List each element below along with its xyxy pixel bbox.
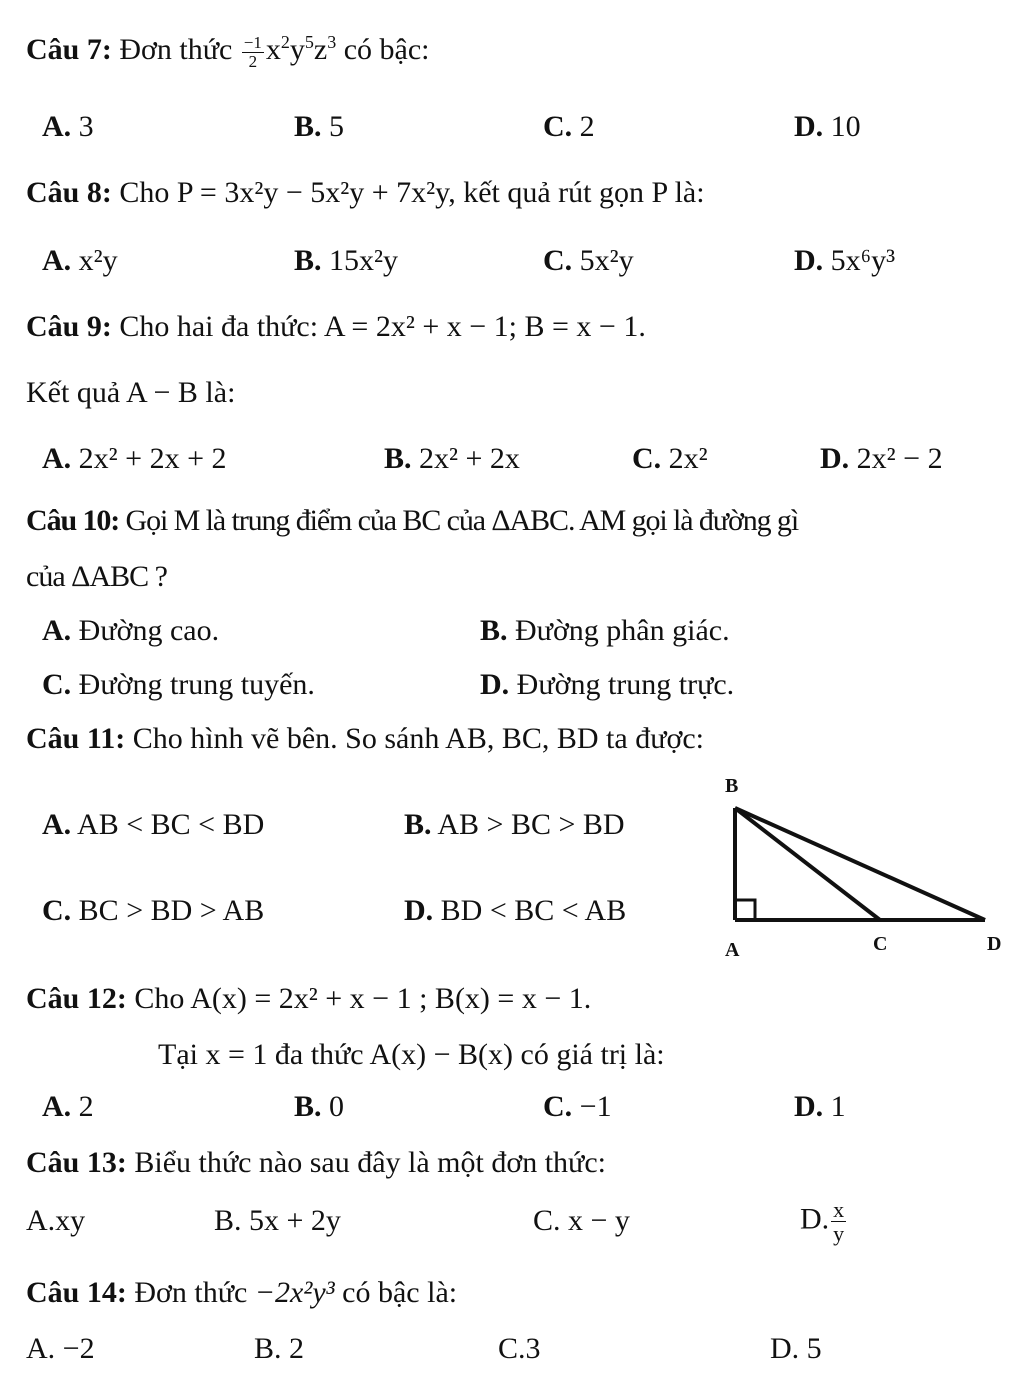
question-13-text: Biểu thức nào sau đây là một đơn thức: [134,1146,606,1179]
q11-option-d[interactable]: D. BD < BC < AB [404,894,627,927]
q11-option-c[interactable]: C. BC > BD > AB [42,894,265,927]
question-12-continuation: Tại x = 1 đa thức A(x) − B(x) có giá trị là: [158,1038,665,1071]
question-7-text-a: Đơn thức [119,33,233,67]
q12-option-a[interactable]: A. 2 [42,1090,94,1123]
q9-option-d[interactable]: D. 2x² − 2 [820,442,943,475]
q9-option-c[interactable]: C. 2x² [632,442,708,475]
question-10 [26,506,798,536]
question-11-text: Cho hình vẽ bên. So sánh AB, BC, BD ta được: [132,722,704,755]
question-11-label: Câu 11: [26,722,126,755]
question-9-text: Cho hai đa thức: A = 2x² + x − 1; B = x − 1. [119,310,646,343]
q10-option-a[interactable]: A. Đường cao. [42,614,220,647]
q11-option-a[interactable]: A. AB < BC < BD [42,808,265,841]
q8-option-b[interactable]: B. 15x²y [294,244,399,277]
right-angle-mark [735,900,755,920]
q10-option-b[interactable]: B. Đường phân giác. [480,614,730,647]
q9-option-a[interactable]: A. 2x² + 2x + 2 [42,442,227,475]
question-7-label: Câu 7: [26,33,112,67]
q13-option-c[interactable]: C. x − y [533,1204,630,1237]
q12-option-d[interactable]: D. 1 [794,1090,846,1123]
question-8-text: Cho P = 3x²y − 5x²y + 7x²y, kết quả rút gọn P là: [119,176,705,209]
q10-option-c[interactable]: C. Đường trung tuyến. [42,668,315,701]
question-8-label: Câu 8: [26,176,112,209]
q14-option-c[interactable]: C.3 [498,1332,541,1365]
question-9 [26,312,646,342]
question-12-text: Cho A(x) = 2x² + x − 1 ; B(x) = x − 1. [134,982,592,1015]
question-7 [26,34,430,71]
point-label-a: A [725,939,740,961]
q11-option-b[interactable]: B. AB > BC > BD [404,808,625,841]
question-14-text-b: có bậc là: [342,1276,458,1309]
q9-option-b[interactable]: B. 2x² + 2x [384,442,520,475]
q7-option-d[interactable]: D. 10 [794,110,861,143]
q12-option-b[interactable]: B. 0 [294,1090,345,1123]
q13-option-b[interactable]: B. 5x + 2y [214,1204,341,1237]
question-12-label: Câu 12: [26,982,127,1015]
q8-option-d[interactable]: D. 5x⁶y³ [794,244,896,277]
question-10-text: Gọi M là trung điểm của BC của ΔABC. AM gọi là đường gì [125,504,799,537]
q8-option-c[interactable]: C. 5x²y [543,244,634,277]
q14-option-a[interactable]: A. −2 [26,1332,95,1365]
fraction-numerator: −1 [243,33,262,52]
question-13-label: Câu 13: [26,1146,127,1179]
question-14-expression: −2x²y³ [254,1276,335,1309]
triangle-figure [715,770,1015,965]
q13-option-d[interactable]: D. $\frac{x}{y}$ [800,1197,845,1247]
question-9-continuation: Kết quả A − B là: [26,376,236,409]
point-label-b: B [725,775,739,797]
question-9-label: Câu 9: [26,310,112,343]
question-10-continuation: của ΔABC ? [26,560,167,593]
question-14-label: Câu 14: [26,1276,127,1309]
question-14-text-a: Đơn thức [134,1276,248,1309]
question-8 [26,178,705,208]
q12-option-c[interactable]: C. −1 [543,1090,612,1123]
monomial-term: $x^2y^5z^3$ [265,32,337,67]
question-11 [26,724,704,754]
q14-option-b[interactable]: B. 2 [254,1332,305,1365]
question-7-fraction [242,34,264,71]
question-14 [26,1278,457,1308]
point-label-d: D [987,933,1002,955]
q7-option-a[interactable]: A. 3 [42,110,94,143]
q8-option-a[interactable]: A. x²y [42,244,118,277]
question-13 [26,1148,606,1178]
q7-option-c[interactable]: C. 2 [543,110,595,143]
q7-option-b[interactable]: B. 5 [294,110,345,143]
point-label-c: C [873,933,888,955]
q10-option-d[interactable]: D. Đường trung trực. [480,668,735,701]
q14-option-d[interactable]: D. 5 [770,1332,822,1365]
question-7-text-b: có bậc: [343,33,430,67]
q13-option-a[interactable]: A.xy [26,1204,86,1237]
q13-option-d-fraction: $\frac{x}{y}$ [833,1197,845,1247]
fraction-denominator: 2 [248,51,258,71]
question-12 [26,984,591,1014]
question-10-label: Câu 10: [26,504,120,537]
